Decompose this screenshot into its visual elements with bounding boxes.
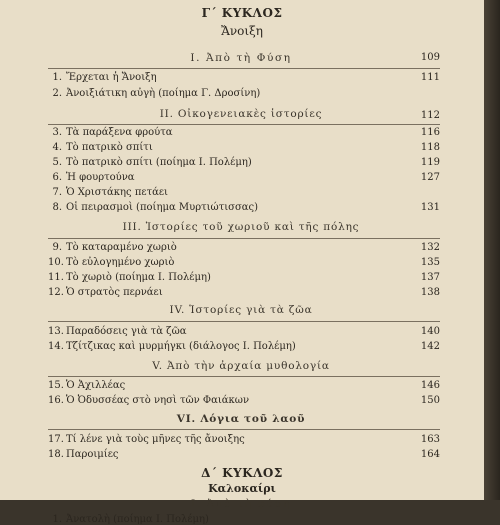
entry-title: Ἔρχεται ἡ Ἄνοιξη <box>66 72 157 83</box>
entry-number: 12. <box>48 287 64 298</box>
entry-number: 14. <box>48 341 64 352</box>
entry-number: 7. <box>52 187 62 198</box>
entry-number: 11. <box>48 272 64 283</box>
entry-title: Ὁ Χριστάκης πετάει <box>66 187 168 198</box>
entry-number: 3. <box>52 127 62 138</box>
cycle-d-heading: Δ΄ ΚΥΚΛΟΣ <box>201 466 283 480</box>
entry-number: 1. <box>52 72 62 83</box>
entry-page: 111 <box>420 72 440 83</box>
section-divider <box>48 124 440 125</box>
section-page: 112 <box>420 110 440 121</box>
entry-page: 131 <box>420 202 440 213</box>
entry-number: 5. <box>52 157 62 168</box>
entry-page: 132 <box>420 242 440 253</box>
section-divider <box>48 68 440 69</box>
section-divider <box>48 321 440 322</box>
section-page: 109 <box>420 52 440 63</box>
entry-number: 17. <box>48 434 64 445</box>
entry-title: Τὰ παράξενα φρούτα <box>66 127 173 138</box>
entry-page: 164 <box>420 449 440 460</box>
entry-number: 4. <box>52 142 62 153</box>
entry-page: 142 <box>420 341 440 352</box>
entry-number: 16. <box>48 395 64 406</box>
entry-title: Τί λένε γιὰ τοὺς μῆνες τῆς ἄνοιξης <box>66 434 245 445</box>
entry-number: 2. <box>52 88 62 99</box>
entry-title: Τὸ πατρικὸ σπίτι (ποίημα Ι. Πολέμη) <box>66 157 252 168</box>
entry-page: 118 <box>420 142 440 153</box>
entry-title: Τὸ εὐλογημένο χωριὸ <box>66 257 175 268</box>
entry-title: Οἱ πειρασμοὶ (ποίημα Μυρτιώτισσας) <box>66 202 259 213</box>
cycle-d-season: Καλοκαίρι <box>208 482 276 495</box>
section-title: II. Οἰκογενειακὲς ἱστορίες <box>159 108 323 120</box>
entry-number: 6. <box>52 172 62 183</box>
entry-page: 146 <box>420 380 440 391</box>
entry-title: Τὸ χωριὸ (ποίημα Ι. Πολέμη) <box>66 272 211 283</box>
entry-number: 8. <box>52 202 62 213</box>
entry-page: 150 <box>420 395 440 406</box>
page-edge <box>484 0 500 500</box>
entry-page: 137 <box>420 272 440 283</box>
entry-title: Ὁ Ἀχιλλέας <box>66 380 126 391</box>
entry-number: 10. <box>48 257 64 268</box>
section-title: I. Ἀπὸ τὴ Φύση <box>190 52 292 64</box>
section-title: V. Ἀπὸ τὴν ἀρχαία μυθολογία <box>152 360 330 372</box>
section-title: IV. Ἱστορίες γιὰ τὰ ζῶα <box>169 304 313 316</box>
entry-page: 138 <box>420 287 440 298</box>
section-divider <box>48 238 440 239</box>
entry-page: 135 <box>420 257 440 268</box>
section-title: I. Ἀπὸ τὴ φύση <box>191 498 291 510</box>
entry-number: 13. <box>48 326 64 337</box>
entry-page: 140 <box>420 326 440 337</box>
entry-title: Παροιμίες <box>66 449 119 460</box>
entry-number: 9. <box>52 242 62 253</box>
entry-title: Παραδόσεις γιὰ τὰ ζῶα <box>66 326 187 337</box>
cycle-g-season: Ἄνοιξη <box>221 24 263 38</box>
entry-title: Ἀνοιξιάτικη αὐγὴ (ποίημα Γ. Δροσίνη) <box>66 88 261 99</box>
entry-title: Ὁ Ὀδυσσέας στὸ νησὶ τῶν Φαιάκων <box>66 395 250 406</box>
entry-page: 116 <box>420 127 440 138</box>
entry-number: 1. <box>52 514 62 525</box>
entry-page: 127 <box>420 172 440 183</box>
entry-number: 15. <box>48 380 64 391</box>
section-title: III. Ἱστορίες τοῦ χωριοῦ καὶ τῆς πόλης <box>122 221 360 233</box>
entry-number: 18. <box>48 449 64 460</box>
entry-title: Τὸ πατρικὸ σπίτι <box>66 142 153 153</box>
entry-page: 163 <box>420 434 440 445</box>
entry-title: Τζίτζικας καὶ μυρμήγκι (διάλογος Ι. Πολέμη) <box>66 341 296 352</box>
section-title: VI. Λόγια τοῦ λαοῦ <box>176 413 306 425</box>
entry-title: Ἡ φουρτούνα <box>66 172 135 183</box>
entry-title: Ὁ στρατὸς περνάει <box>66 287 163 298</box>
entry-title: Ἀνατολὴ (ποίημα Ι. Πολέμη) <box>66 514 209 525</box>
entry-title: Τὸ καταραμένο χωριὸ <box>66 242 177 253</box>
section-divider <box>48 376 440 377</box>
cycle-g-heading: Γ΄ ΚΥΚΛΟΣ <box>201 6 283 20</box>
section-divider <box>48 429 440 430</box>
entry-page: 119 <box>420 157 440 168</box>
